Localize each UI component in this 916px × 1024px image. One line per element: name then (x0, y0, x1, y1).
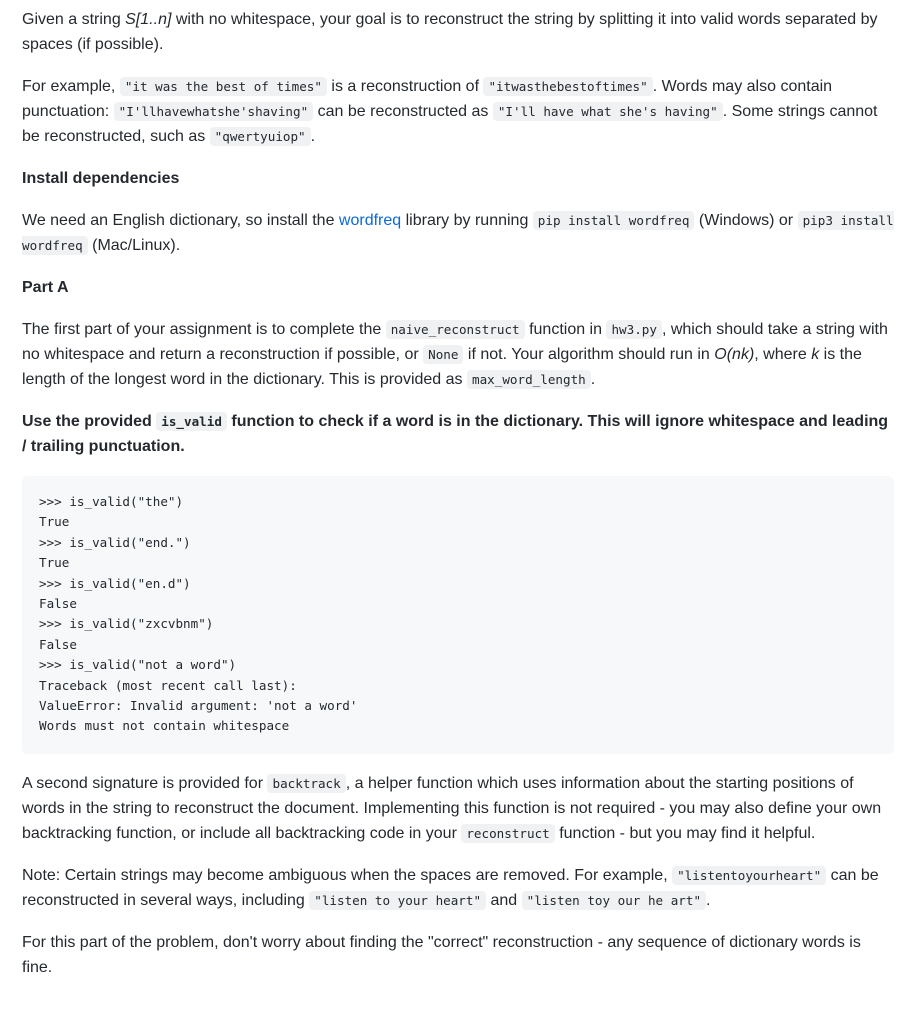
inline-code: "it was the best of times" (120, 77, 327, 96)
inline-code: "listentoyourheart" (672, 866, 826, 885)
intro-paragraph-2: For example, "it was the best of times" is a reconstruction of "itwasthebestoftimes" . Words may also contain punctuation: "I'llhavewhatshe'shaving" can be reconstructed as "I'll have what she's having" . Some strings cannot be reconstructed, such as "qwertyuiop" . (22, 78, 878, 145)
inline-code: naive_reconstruct (386, 320, 525, 339)
code-line: >>> is_valid("zxcvbnm") (39, 616, 214, 632)
part-a-paragraph-4: For this part of the problem, don't worry about finding the "correct" reconstruction - any sequence of dictionary words is fine. (22, 933, 861, 976)
code-line: >>> is_valid("not a word") (39, 657, 237, 673)
code-line: Words must not contain whitespace (39, 718, 290, 734)
code-line: Traceback (most recent call last): (39, 677, 297, 693)
code-line: False (39, 636, 77, 652)
inline-code: max_word_length (467, 370, 591, 389)
install-paragraph: We need an English dictionary, so install the wordfreq library by running pip install wordfreq (Windows) or pip3 install wordfreq (Mac/Linux). (22, 212, 894, 254)
inline-code: "I'll have what she's having" (493, 102, 723, 121)
code-line: >>> is_valid("the") (39, 494, 184, 509)
inline-code: backtrack (267, 774, 345, 793)
inline-code: "itwasthebestoftimes" (483, 77, 652, 96)
k-variable: k (811, 346, 820, 363)
intro-paragraph-1: Given a string S[1..n] with no whitespace, your goal is to reconstruct the string by splitting it into valid words separated by spaces (if possible). (22, 11, 878, 53)
inline-code: is_valid (156, 412, 227, 431)
string-variable: S[1..n] (125, 11, 172, 28)
code-line: ValueError: Invalid argument: 'not a word' (39, 698, 358, 714)
inline-code: pip3 install wordfreq (22, 213, 894, 253)
code-line: >>> is_valid("end.") (39, 534, 191, 550)
code-block (22, 476, 894, 754)
code-line: True (39, 555, 70, 571)
inline-code: "qwertyuiop" (210, 127, 311, 146)
inline-code: pip install wordfreq (533, 211, 695, 230)
part-a-note: Note: Certain strings may become ambiguous when the spaces are removed. For example, "listentoyourheart" can be reconstructed in several ways, including "listen to your heart" and "listen toy our he art" . (22, 866, 879, 909)
part-a-paragraph-2: A second signature is provided for backtrack , a helper function which uses information about the starting positions of words in the string to reconstruct the document. Implementing this function is not required - you may also define your own backtracking function, or include all backtracking code in your reconstruct function - but you may find it helpful. (22, 774, 882, 842)
inline-code: "listen toy our he art" (522, 891, 706, 910)
part-a-heading: Part A (22, 279, 69, 296)
part-a-paragraph-1: The first part of your assignment is to complete the naive_reconstruct function in hw3.py , which should take a string with no whitespace and return a reconstruction if possible, or None if not. Your algorithm should run in O(nk), where k is the length of the longest word in the dictionary. This is provided as max_word_length . (22, 321, 888, 388)
code-line: >>> is_valid("en.d") (39, 575, 191, 591)
inline-code: "I'llhavewhatshe'shaving" (114, 102, 314, 121)
code-line: True (39, 514, 70, 530)
code-line: False (39, 596, 77, 612)
inline-code: "listen to your heart" (309, 891, 486, 910)
inline-code: None (423, 345, 463, 364)
complexity: O(nk) (714, 346, 755, 363)
is-valid-instruction: Use the provided is_valid function to check if a word is in the dictionary. This will ignore whitespace and leading / trailing punctuation. (22, 413, 889, 455)
inline-code: reconstruct (461, 824, 554, 843)
wordfreq-link[interactable]: wordfreq (338, 212, 402, 229)
inline-code: hw3.py (606, 320, 662, 339)
install-heading: Install dependencies (22, 170, 180, 187)
